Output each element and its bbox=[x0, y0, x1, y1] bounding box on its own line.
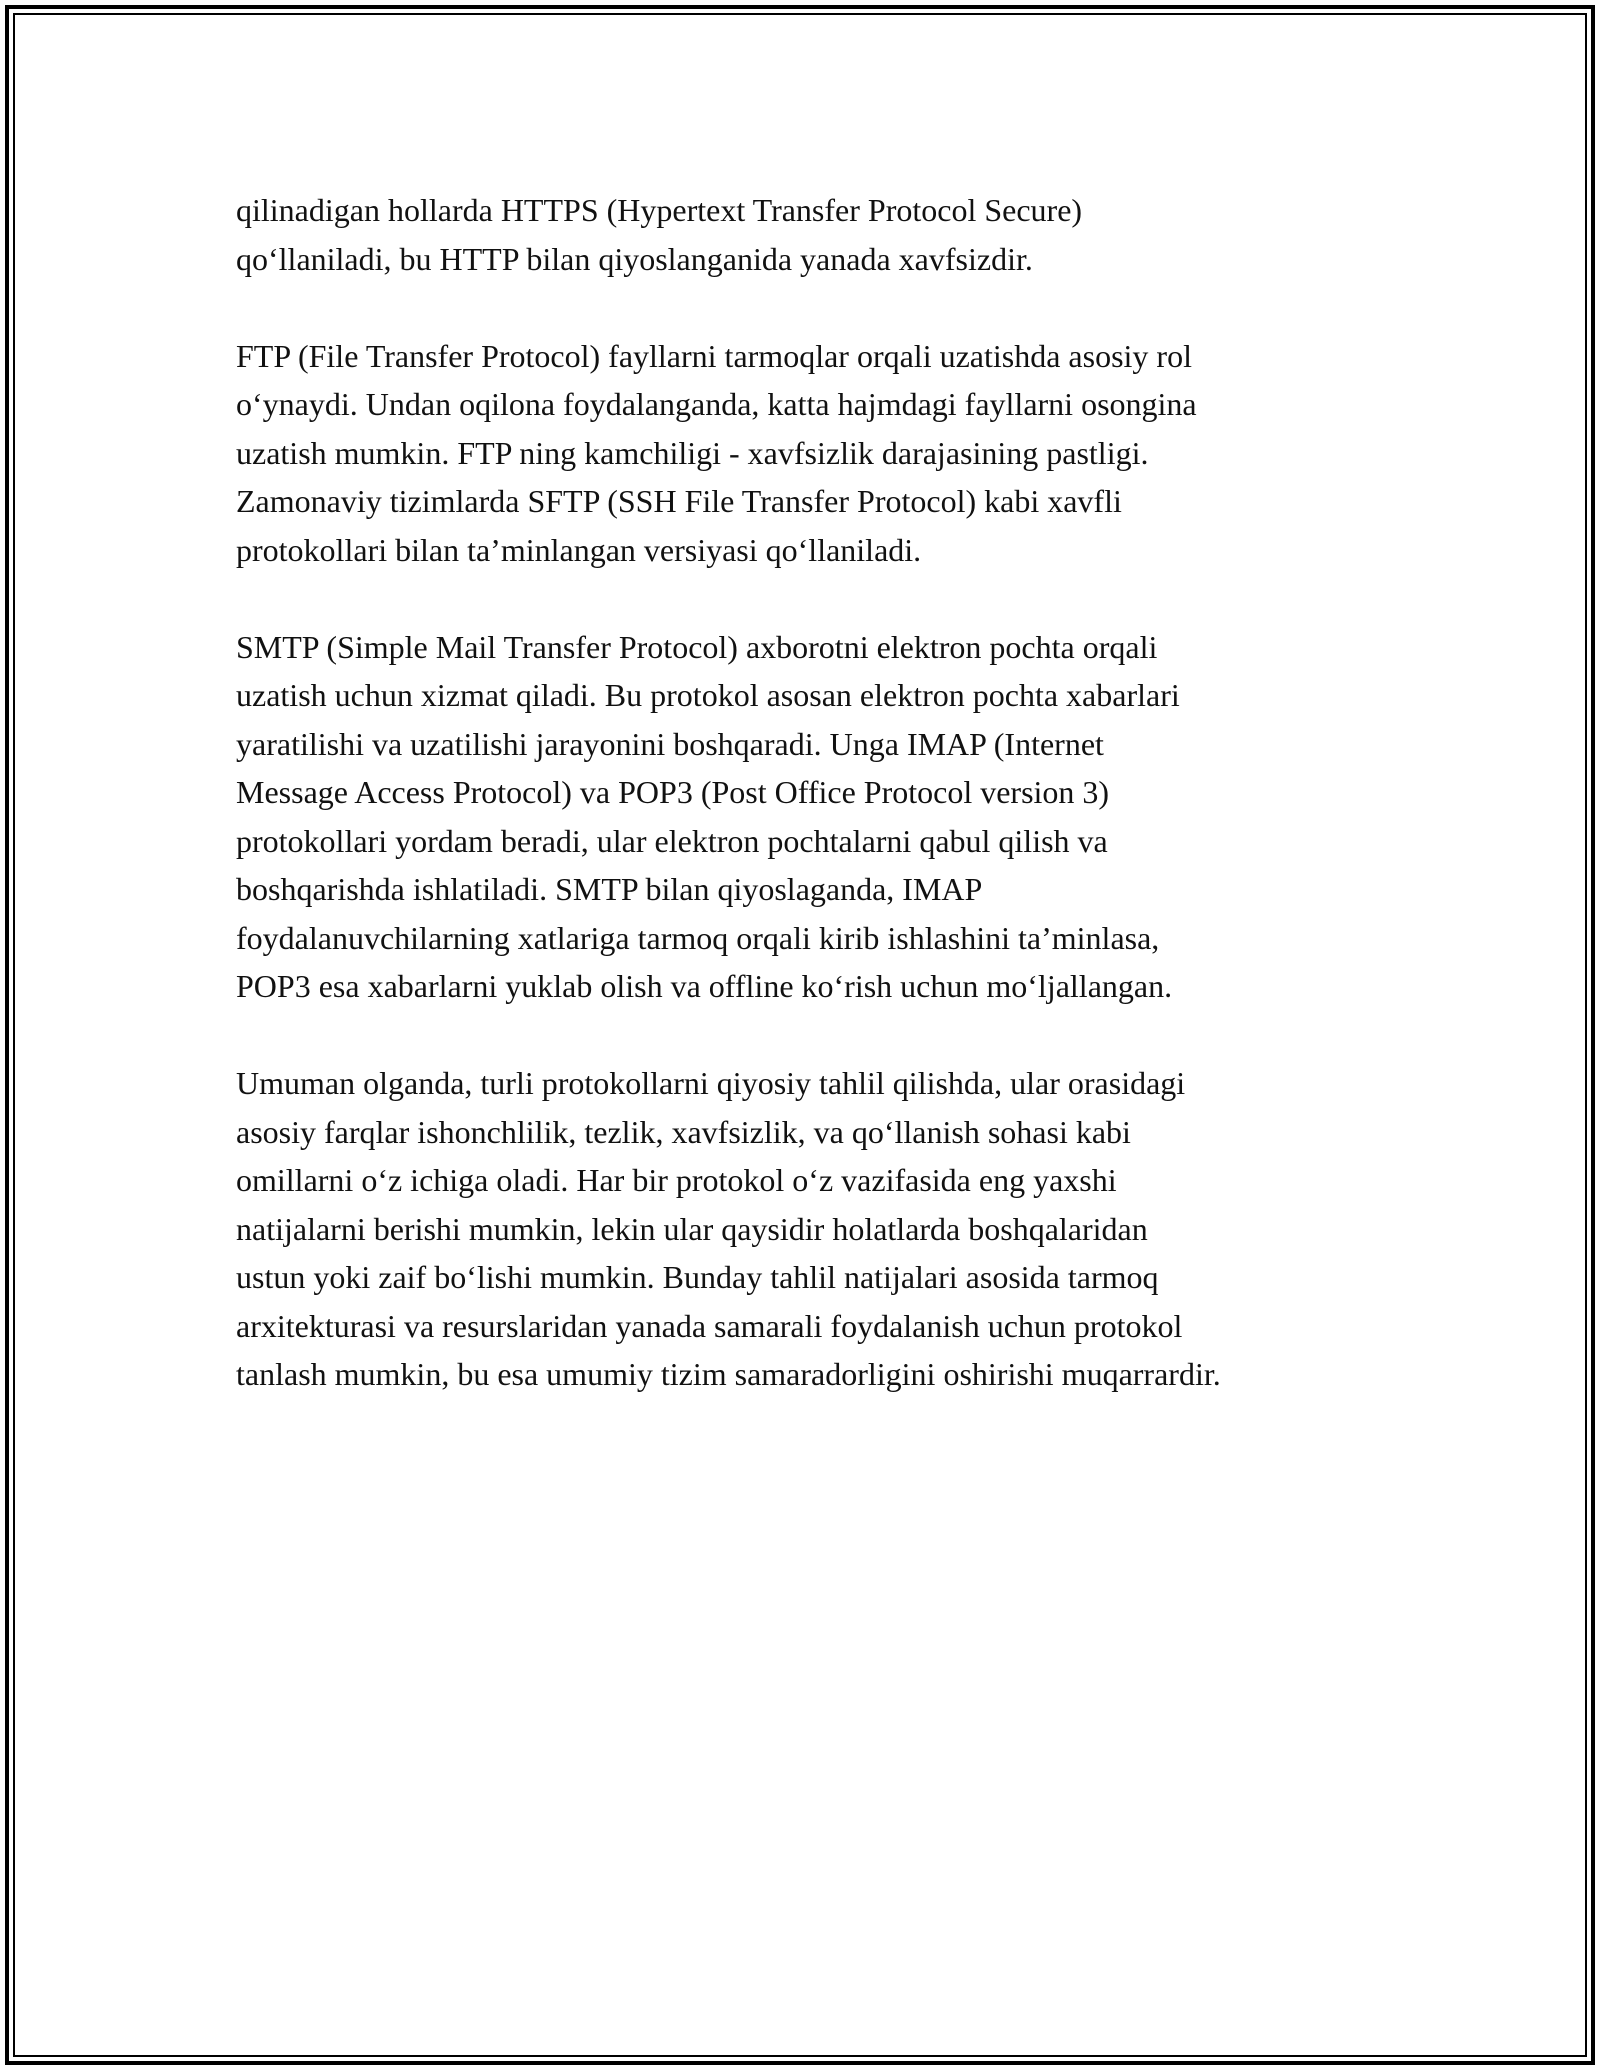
text-line: asosiy farqlar ishonchlilik, tezlik, xavfsizlik, va qo‘llanish sohasi kabi bbox=[236, 1113, 1131, 1150]
paragraph-ftp bbox=[236, 332, 1386, 575]
text-line: POP3 esa xabarlarni yuklab olish va offline ko‘rish uchun mo‘ljallangan. bbox=[236, 968, 1173, 1004]
text-line: tanlash mumkin, bu esa umumiy tizim samaradorligini oshirishi muqarrardir. bbox=[236, 1356, 1221, 1392]
text-line: ustun yoki zaif bo‘lishi mumkin. Bunday tahlil natijalari asosida tarmoq bbox=[236, 1259, 1159, 1295]
document-body bbox=[236, 186, 1386, 1447]
text-line: uzatish mumkin. FTP ning kamchiligi - xavfsizlik darajasining pastligi. bbox=[236, 434, 1149, 471]
text-line: foydalanuvchilarning xatlariga tarmoq orqali kirib ishlashini ta’minlasa, bbox=[236, 919, 1160, 956]
text-line: qilinadigan hollarda HTTPS (Hypertext Transfer Protocol Secure) bbox=[236, 192, 1083, 228]
text-line: o‘ynaydi. Undan oqilona foydalanganda, katta hajmdagi fayllarni osongina bbox=[236, 386, 1197, 422]
text-line: uzatish uchun xizmat qiladi. Bu protokol asosan elektron pochta xabarlari bbox=[236, 677, 1180, 713]
text-line: protokollari yordam beradi, ular elektron pochtalarni qabul qilish va bbox=[236, 822, 1108, 859]
text-line: protokollari bilan ta’minlangan versiyasi qo‘llaniladi. bbox=[236, 531, 922, 568]
text-line: arxitekturasi va resurslaridan yanada samarali foydalanish uchun protokol bbox=[236, 1307, 1183, 1344]
text-line: omillarni o‘z ichiga oladi. Har bir protokol o‘z vazifasida eng yaxshi bbox=[236, 1162, 1117, 1198]
paragraph-conclusion bbox=[236, 1059, 1386, 1399]
text-line: FTP (File Transfer Protocol) fayllarni tarmoqlar orqali uzatishda asosiy rol bbox=[236, 337, 1192, 374]
text-line: boshqarishda ishlatiladi. SMTP bilan qiyoslaganda, IMAP bbox=[236, 871, 983, 907]
text-line: Zamonaviy tizimlarda SFTP (SSH File Transfer Protocol) kabi xavfli bbox=[236, 483, 1122, 519]
paragraph-https bbox=[236, 186, 1386, 283]
paragraph-smtp bbox=[236, 623, 1386, 1011]
text-line: SMTP (Simple Mail Transfer Protocol) axborotni elektron pochta orqali bbox=[236, 628, 1158, 665]
text-line: natijalarni berishi mumkin, lekin ular qaysidir holatlarda boshqalaridan bbox=[236, 1210, 1148, 1247]
text-line: Message Access Protocol) va POP3 (Post Office Protocol version 3) bbox=[236, 774, 1110, 810]
text-line: yaratilishi va uzatilishi jarayonini boshqaradi. Unga IMAP (Internet bbox=[236, 725, 1104, 762]
text-line: qo‘llaniladi, bu HTTP bilan qiyoslanganida yanada xavfsizdir. bbox=[236, 240, 1033, 277]
text-line: Umuman olganda, turli protokollarni qiyosiy tahlil qilishda, ular orasidagi bbox=[236, 1065, 1186, 1101]
